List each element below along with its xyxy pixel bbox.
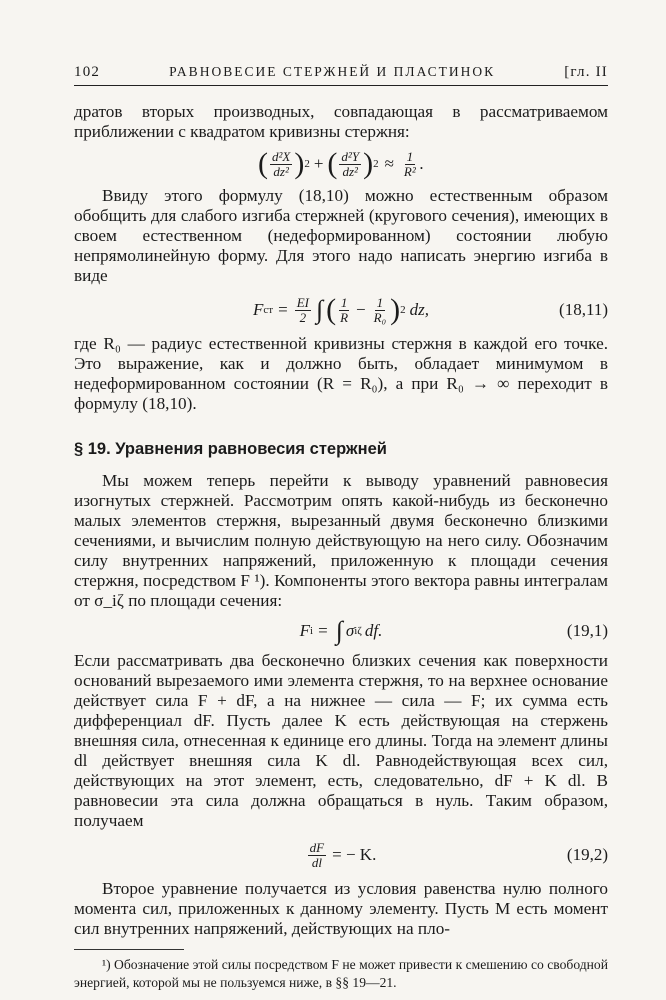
- page-number: 102: [74, 64, 101, 80]
- lhs-subscript: ст: [263, 304, 274, 316]
- paragraph-2: Ввиду этого формулу (18,10) можно естественным образом обобщить для слабого изгиба стержней (кругового сечения), имеющих в своем естественном (недеформированном) состоянии любую непрямолинейную форму. Для этого надо написать энергию изгиба в виде: [74, 186, 608, 285]
- formula-19-1: [74, 611, 608, 651]
- frac-den: dl: [311, 854, 322, 870]
- paragraph-6: Второе уравнение получается из условия равенства нулю полного момента сил, приложенных к данному элементу. Пусть M есть момент сил внутренних напряжений, действующих на пло-: [74, 879, 608, 938]
- plus-sign: +: [313, 154, 324, 173]
- formula-18-11: F ст = $\frac{EI}{2}$ ∫ ( $\frac{1}{R}$ − $\frac{1}{\text{R₀}}$ ) 2 dz, (18,11): [253, 293, 608, 326]
- equation-number: (19,2): [566, 845, 608, 864]
- frac-den: R₀: [373, 309, 387, 325]
- differential: dz,: [409, 300, 429, 319]
- integral-sign: ∫: [335, 616, 343, 645]
- paragraph-1: дратов вторых производных, совпадающая в рассматриваемом приближении с квадратом кривизны стержня:: [74, 102, 608, 141]
- frac-den: dz²: [342, 163, 358, 179]
- sigma-symbol: σ: [345, 621, 355, 640]
- equation-number: (19,1): [566, 621, 608, 640]
- formula-19-2: [74, 831, 608, 879]
- equation-number: (18,11): [559, 300, 608, 319]
- frac-num: 1: [406, 148, 414, 164]
- integral-sign: ∫: [315, 295, 324, 324]
- equals-sign: =: [278, 300, 288, 319]
- equals-sign: =: [318, 621, 328, 640]
- lhs-symbol: F: [299, 621, 311, 640]
- frac-num: 1: [376, 294, 384, 310]
- running-title: РАВНОВЕСИЕ СТЕРЖНЕЙ И ПЛАСТИНОК: [169, 64, 496, 79]
- frac-num: EI: [296, 294, 309, 310]
- minus-sign: −: [356, 300, 366, 319]
- paragraph-5: Если рассматривать два бесконечно близких сечения как поверхности оснований вырезаемого ими элемента стержня, то на верхнее основание действует сила F + dF, а на нижнее — сила — F; их сумма есть дифференциал dF. Пусть далее K есть действующая на стержень внешняя сила, отнесенная к единице его длины. Тогда на элемент длины dl действует внешняя сила K dl. Равнодействующая всех сил, действующих на этот элемент, есть, следовательно, dF + K dl. В равновесии эта сила должна обращаться в нуль. Таким образом, получаем: [74, 651, 608, 830]
- exponent: 2: [400, 304, 406, 316]
- running-header: [74, 64, 608, 86]
- frac-num: d²X: [271, 148, 291, 164]
- equation-rhs: = − K.: [332, 845, 377, 864]
- frac-den: 2: [299, 309, 307, 325]
- frac-den: dz²: [273, 163, 289, 179]
- paragraph-3: где R₀ — радиус естественной кривизны стержня в каждой его точке. Это выражение, как и должно быть, обладает минимумом в недеформированном состоянии (R = R₀), а при R₀ → ∞ переходит в формулу (18,10).: [74, 334, 608, 413]
- chapter-ref: [гл. II: [564, 64, 608, 80]
- page: [74, 64, 608, 992]
- exponent: 2: [304, 158, 310, 170]
- section-heading: § 19. Уравнения равновесия стержней: [74, 440, 387, 458]
- formula-curvature: ( $\frac{\text{d²X}}{\text{dz²}}$ ) 2 + ( $\frac{\text{d²Y}}{\text{dz²}}$ ) 2 ≈ $\frac{1}{\text{R²}}$ .: [257, 147, 424, 180]
- lhs-subscript: i: [310, 625, 314, 637]
- frac-den: R: [340, 309, 349, 325]
- paragraph-4: Мы можем теперь перейти к выводу уравнений равновесия изогнутых стержней. Рассмотрим опять какой-нибудь из бесконечно малых элементов стержня, вырезанный двумя бесконечно близкими сечениями, и вычислим полную действующую на него силу. Обозначим силу внутренних напряжений, приложенную к площади сечения стержня, посредством F ¹). Компоненты этого вектора равны интегралам от σ_iζ по площади сечения:: [74, 471, 608, 610]
- lhs-symbol: F: [253, 300, 264, 319]
- frac-num: 1: [340, 294, 348, 310]
- frac-num: dF: [309, 839, 325, 855]
- differential: df.: [364, 621, 383, 640]
- frac-den: R²: [403, 163, 416, 179]
- footnote-divider: [74, 949, 184, 950]
- exponent: 2: [373, 158, 379, 170]
- frac-num: d²Y: [341, 148, 360, 164]
- sigma-subscript: iζ: [354, 625, 362, 637]
- footnote: ¹) Обозначение этой силы посредством F не может привести к смешению со свободной энергией, которой мы не пользуемся ниже, в §§ 19—21.: [74, 957, 608, 990]
- approx-sign: ≈: [384, 154, 394, 173]
